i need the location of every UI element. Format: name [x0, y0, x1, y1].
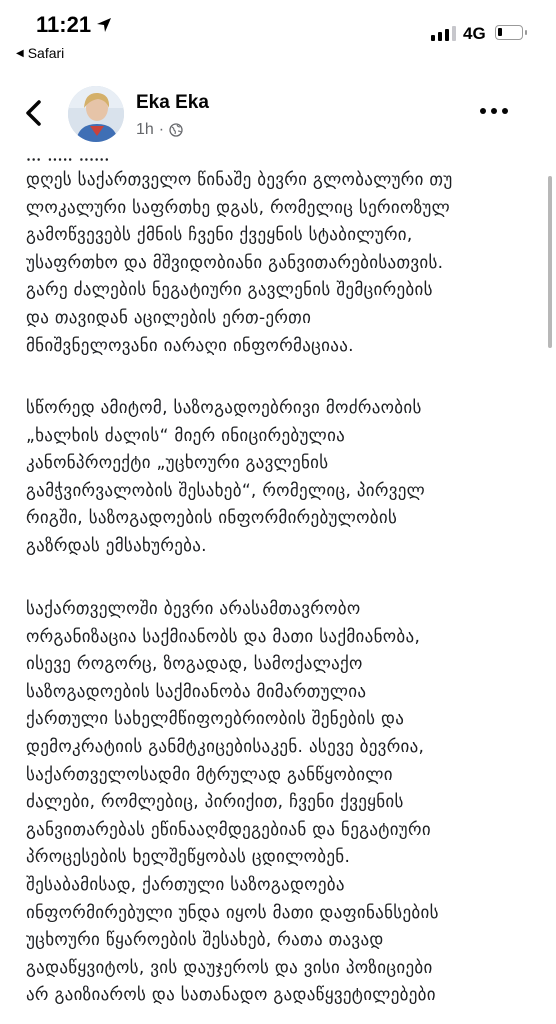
more-options-icon[interactable] [480, 108, 508, 114]
author-name[interactable]: Eka Eka [136, 92, 209, 113]
meta-separator: · [158, 121, 165, 138]
post-time[interactable]: 1h [136, 121, 154, 138]
back-app-label: Safari [27, 45, 65, 61]
post-paragraph: სწორედ ამიტომ, საზოგადოებრივი მოძრაობის „ხალხის ძალის“ მიერ ინიცირებულია კანონპროექტი „უცხოური გავლენის გამჭვირვალობის შესახებ“, რომელიც, პირველ რიგში, საზოგადოების ინფორმირებულობის გაზრდას ემსახურება. [26, 398, 426, 556]
status-bar [0, 0, 556, 68]
post-header [0, 78, 556, 150]
cut-off-text-line: ⸳⸳⸳ ⸳⸳⸳⸳⸳ ⸳⸳⸳⸳⸳⸳ [26, 150, 110, 168]
battery-icon [495, 25, 523, 40]
network-type: 4G [463, 24, 486, 43]
scrollbar[interactable] [548, 176, 552, 348]
post-meta [136, 121, 183, 139]
location-arrow-icon [96, 17, 112, 33]
status-time: 11:21 [36, 12, 92, 37]
cellular-signal-icon [431, 26, 456, 41]
post-body [26, 150, 536, 1024]
post-paragraph: საქართველოში ბევრი არასამთავრობო ორგანიზაცია საქმიანობს და მათი საქმიანობა, ისევე როგორც, ზოგადად, სამოქალაქო საზოგადოების საქმიანობა მიმართულია ქართული სახელმწიფოებრიობის შენების და დემოკრატიის განმტკიცებისაკენ. ასევე ბევრია, საქართველოსადმი მტრულად განწყობილი ძალები, რომლებიც, პირიქით, ჩვენი ქვეყნის განვითარებას ეწინააღმდეგებიან და ნეგატიური პროცესების ხელშეწყობას ცდილობენ. შესაბამისად, ქართული საზოგადოება ინფორმირებული უნდა იყოს მათი დაფინანსების უცხოური წყაროების შესახებ, რათა თავად გადაწყვიტოს, ვის დაუჯეროს და ვისი პოზიციები არ გაიზიაროს და სათანადო გადაწყვეტილებები [26, 599, 439, 1006]
globe-icon [169, 123, 183, 137]
back-arrow-icon[interactable] [22, 98, 46, 128]
back-to-app-link[interactable] [16, 45, 64, 61]
post-paragraph: დღეს საქართველო წინაშე ბევრი გლობალური თუ ლოკალური საფრთხე დგას, რომელიც სერიოზულ გამოწვევებს ქმნის ჩვენი ქვეყნის სტაბილური, უსაფრთხო და მშვიდობიანი განვითარებისათვის. გარე ძალების ნეგატიური გავლენის შემცირების და თავიდან აცილების ერთ-ერთი მნიშვნელოვანი იარაღი ინფორმაციაა. [26, 170, 453, 356]
back-triangle-icon: ◀ [16, 47, 24, 59]
author-avatar[interactable] [68, 86, 124, 142]
